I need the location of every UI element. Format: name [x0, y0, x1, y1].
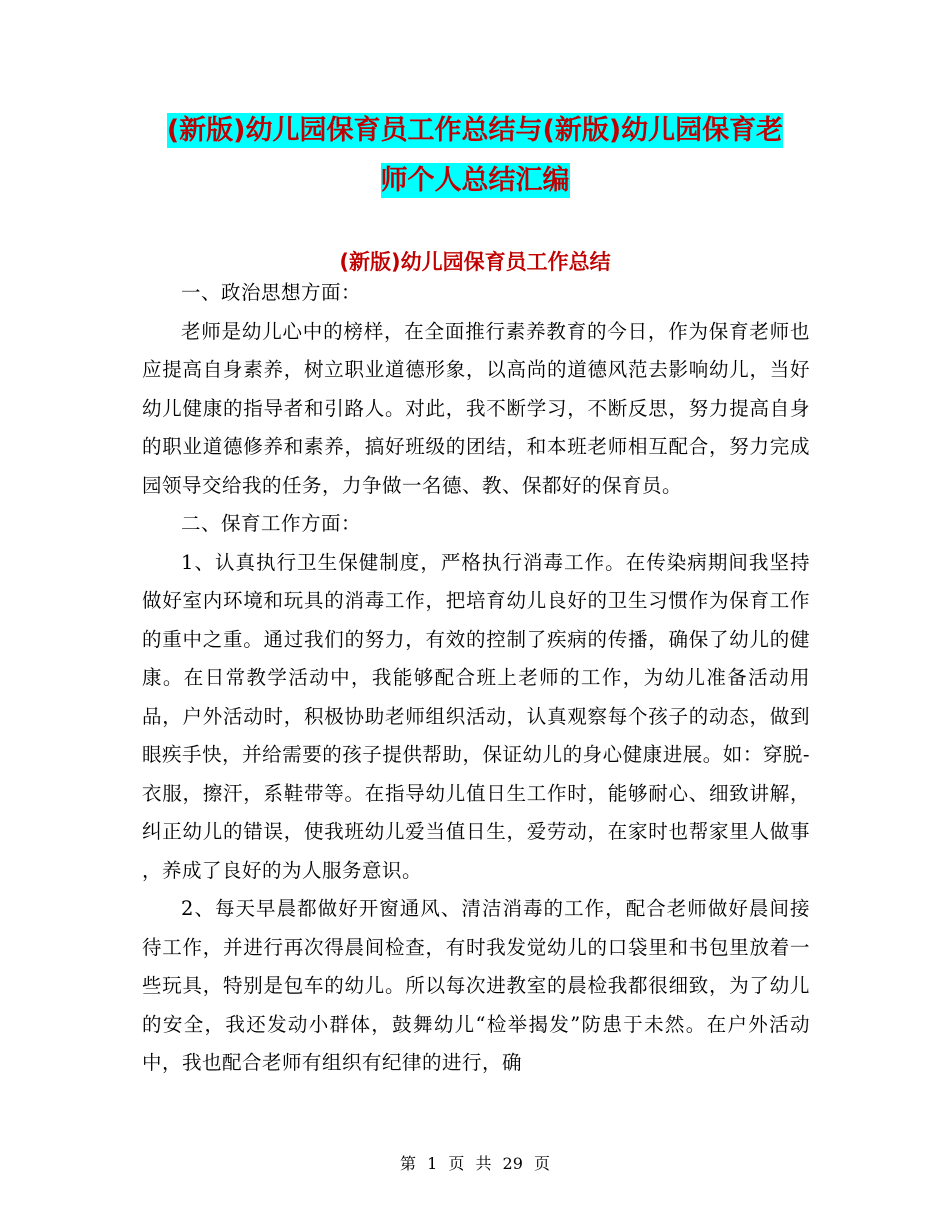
paragraph: 2、每天早晨都做好开窗通风、清洁消毒的工作，配合老师做好晨间接待工作，并进行再次得晨间检查，有时我发觉幼儿的口袋里和书包里放着一些玩具，特别是包车的幼儿。所以每次进教室的晨检我都很细致，为了幼儿的安全，我还发动小群体，鼓舞幼儿“检举揭发”防患于未然。在户外活动中，我也配合老师有组织有纪律的进行，确	[142, 897, 810, 1074]
document-title-line-1: (新版)幼儿园保育员工作总结与(新版)幼儿园保育老	[166, 115, 784, 146]
paragraph: 老师是幼儿心中的榜样，在全面推行素养教育的今日，作为保育老师也应提高自身素养，树立职业道德形象，以高尚的道德风范去影响幼儿，当好幼儿健康的指导者和引路人。对此，我不断学习，不断反思，努力提高自身的职业道德修养和素养，搞好班级的团结，和本班老师相互配合，努力完成园领导交给我的任务，力争做一名德、教、保都好的保育员。	[142, 319, 810, 497]
document-title	[140, 106, 810, 206]
paragraph: 二、保育工作方面：	[181, 512, 362, 535]
document-title-line-2: 师个人总结汇编	[380, 165, 570, 196]
section-title: (新版)幼儿园保育员工作总结	[339, 250, 611, 274]
paragraph: 1、认真执行卫生保健制度，严格执行消毒工作。在传染病期间我坚持做好室内环境和玩具的消毒工作，把培育幼儿良好的卫生习惯作为保育工作的重中之重。通过我们的努力，有效的控制了疾病的传播，确保了幼儿的健康。在日常教学活动中，我能够配合班上老师的工作，为幼儿准备活动用品，户外活动时，积极协助老师组织活动，认真观察每个孩子的动态，做到眼疾手快，并给需要的孩子提供帮助，保证幼儿的身心健康进展。如：穿脱-衣服，擦汗，系鞋带等。在指导幼儿值日生工作时，能够耐心、细致讲解，纠正幼儿的错误，使我班幼儿爱当值日生，爱劳动，在家时也帮家里人做事 ，养成了良好的为人服务意识。	[142, 550, 810, 882]
paragraph: 一、政治思想方面：	[181, 281, 362, 304]
page-footer: 第 1 页 共 29 页	[400, 1154, 550, 1173]
document-body	[142, 274, 810, 1083]
